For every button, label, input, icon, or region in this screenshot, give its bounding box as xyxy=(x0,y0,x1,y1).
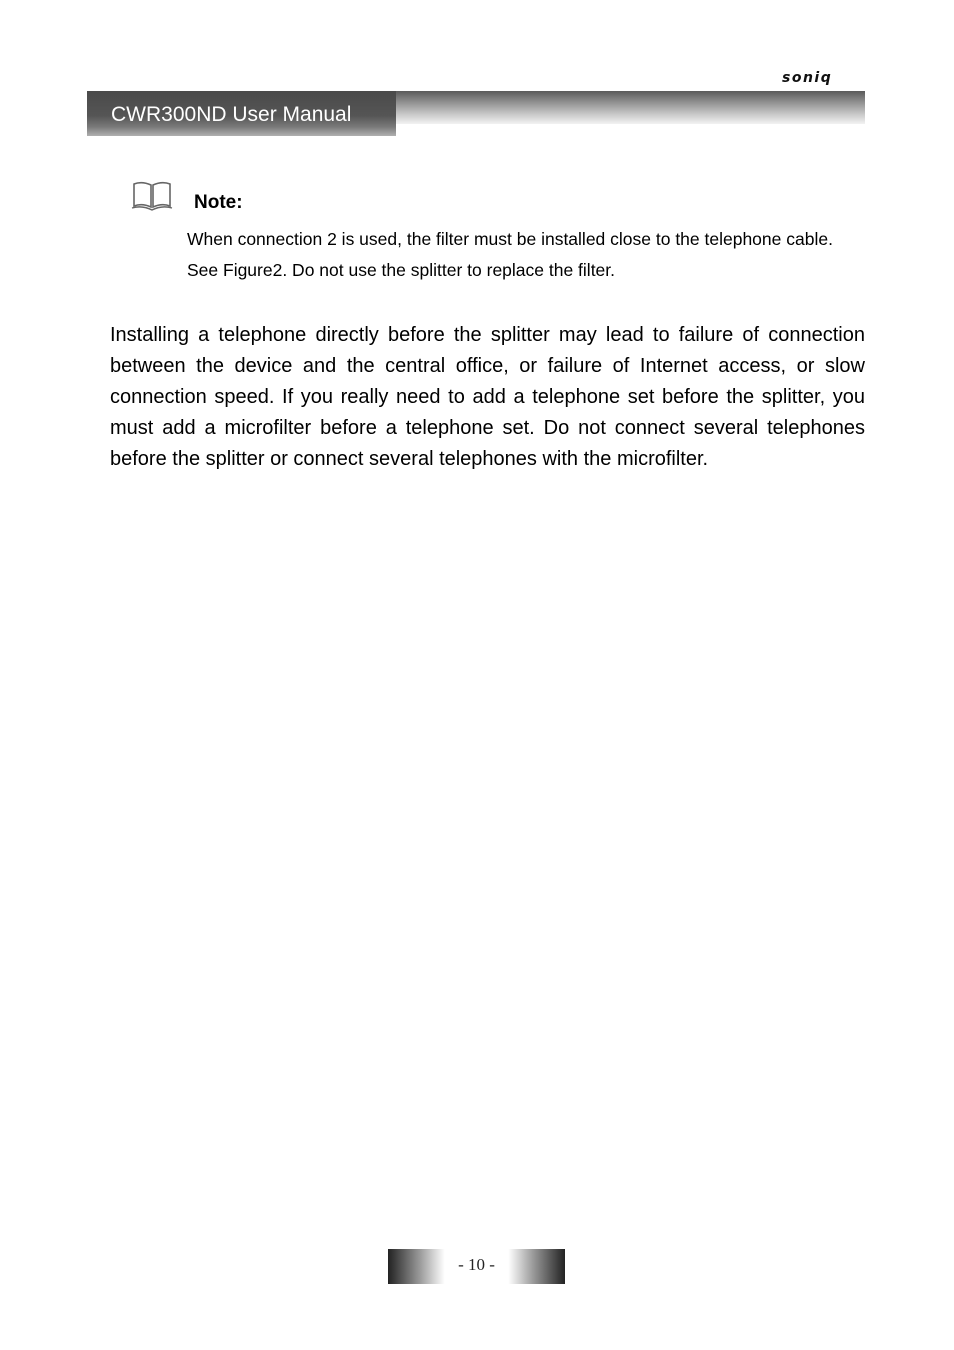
note-heading: Note: xyxy=(194,192,243,213)
body-paragraph: Installing a telephone directly before the splitter may lead to failure of connection between the device and the central office, or failure of Internet access, or slow connection speed. If you really need to add a telephone set before the splitter, you must add a microfilter before a telephone set. Do not connect several telephones before the splitter or connect several telephones with the microfilter. xyxy=(110,324,865,470)
page-number: - 10 - xyxy=(458,1255,495,1274)
manual-title: CWR300ND User Manual xyxy=(111,103,352,126)
book-icon xyxy=(131,180,173,212)
brand-logo: soniq xyxy=(782,70,833,86)
note-text: When connection 2 is used, the filter must be installed close to the telephone cable. See Figure2. Do not use the splitter to replace the filter. xyxy=(187,229,833,280)
